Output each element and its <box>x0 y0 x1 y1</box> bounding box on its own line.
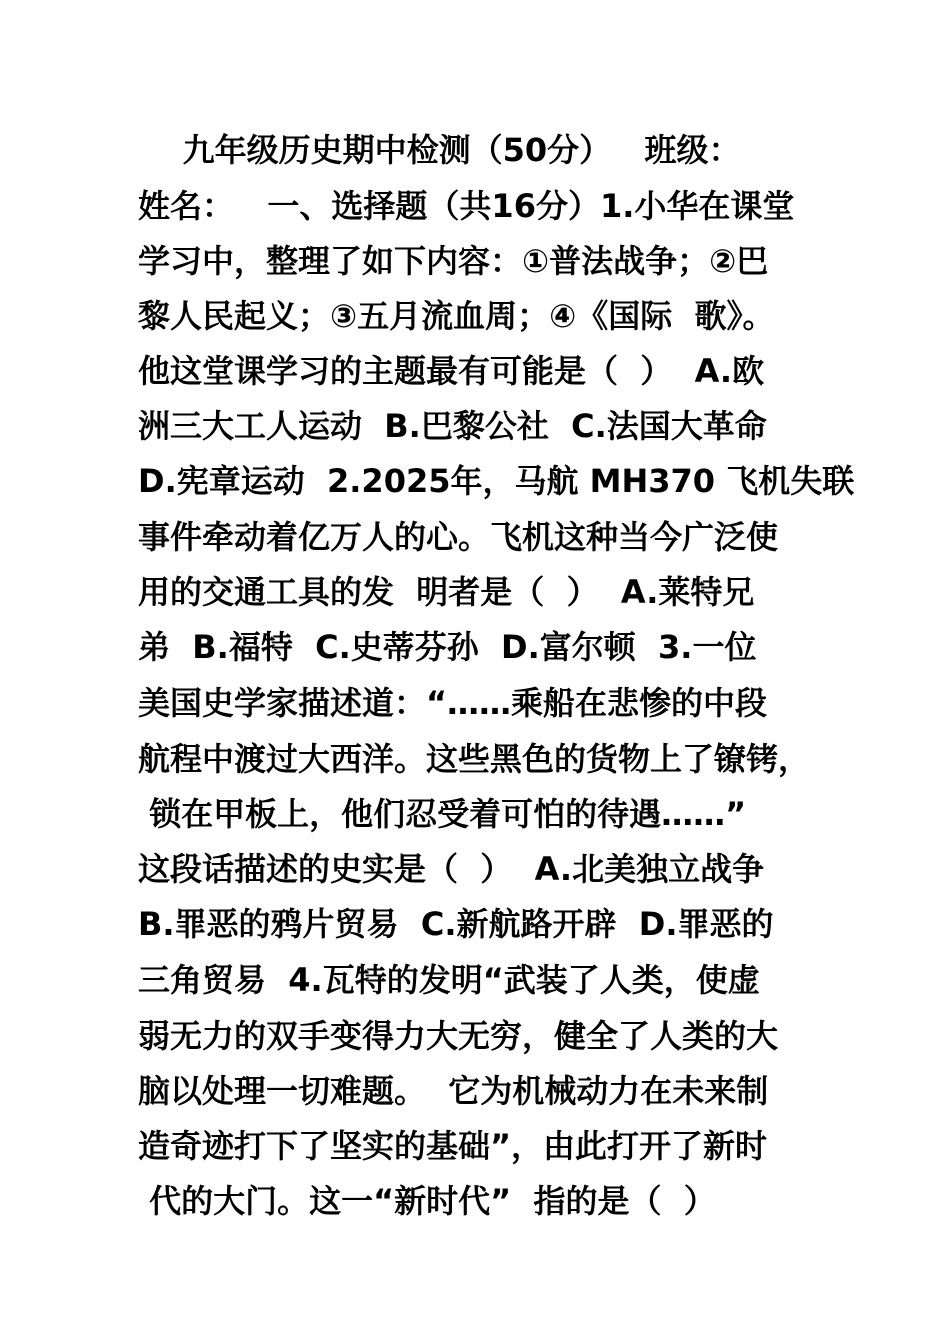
text-line: 造奇迹打下了坚实的基础”，由此打开了新时 <box>138 1127 768 1165</box>
text-line: 三角贸易 4.瓦特的发明“武装了人类，使虚 <box>138 961 760 999</box>
text-line: 美国史学家描述道：“……乘船在悲惨的中段 <box>138 684 768 722</box>
text-line: 航程中渡过大西洋。这些黑色的货物上了镣铐， <box>138 740 811 778</box>
text-line: 用的交通工具的发 明者是（ ） A.莱特兄 <box>138 573 755 611</box>
text-line: 姓名： 一、选择题（共16分）1.小华在课堂 <box>138 187 795 225</box>
text-line: 锁在甲板上，他们忍受着可怕的待遇……” <box>138 795 747 833</box>
text-line: 洲三大工人运动 B.巴黎公社 C.法国大革命 <box>138 407 767 445</box>
text-line: 事件牵动着亿万人的心。飞机这种当今广泛使 <box>138 518 779 556</box>
document-title-line: 九年级历史期中检测（50分） 班级： <box>138 131 741 169</box>
text-line: 代的大门。这一“新时代” 指的是（ ） <box>138 1182 716 1220</box>
text-line: B.罪恶的鸦片贸易 C.新航路开辟 D.罪恶的 <box>138 905 774 943</box>
text-line: 黎人民起义；③五月流血周；④《国际 歌》。 <box>138 297 775 335</box>
text-line: 弟 B.福特 C.史蒂芬孙 D.富尔顿 3.一位 <box>138 628 757 666</box>
text-line: 他这堂课学习的主题最有可能是（ ） A.欧 <box>138 352 765 390</box>
text-line: 弱无力的双手变得力大无穷，健全了人类的大 <box>138 1017 779 1055</box>
text-line: 学习中，整理了如下内容：①普法战争；②巴 <box>138 242 769 280</box>
text-line: 这段话描述的史实是（ ） A.北美独立战争 <box>138 850 765 888</box>
text-line: D.宪章运动 2.2025年，马航 MH370 飞机失联 <box>138 462 855 500</box>
text-line: 脑以处理一切难题。 它为机械动力在未来制 <box>138 1072 769 1110</box>
